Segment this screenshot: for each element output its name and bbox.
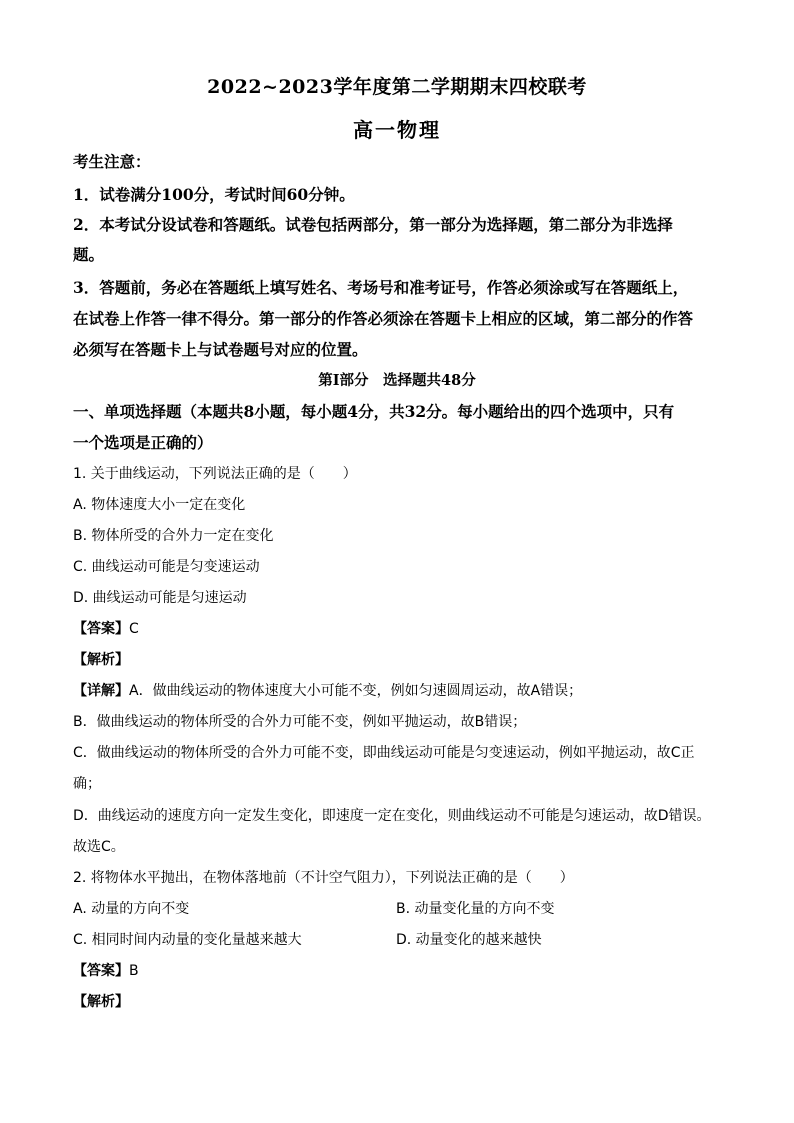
- q1-option-d: D. 曲线运动可能是匀速运动: [73, 590, 247, 606]
- notice-item-2-line2: 题。: [73, 245, 105, 264]
- part1-heading: 第I部分 选择题共48分: [318, 372, 476, 389]
- q1-detail-b: B．做曲线运动的物体所受的合外力可能不变，例如平抛运动，故B错误；: [73, 714, 527, 730]
- notice-item-3-line1: 3．答题前，务必在答题纸上填写姓名、考场号和准考证号，作答必须涂或写在答题纸上，: [73, 278, 689, 297]
- q2-answer-tag: 【答案】: [73, 963, 129, 979]
- exam-title: 2022~2023学年度第二学期期末四校联考: [207, 76, 587, 98]
- q1-conclusion: 故选C。: [73, 839, 125, 855]
- q1-option-a: A. 物体速度大小一定在变化: [73, 497, 246, 513]
- notice-item-3-line3: 必须写在答题卡上与试卷题号对应的位置。: [73, 340, 368, 359]
- section-heading-line1: 一、单项选择题（本题共8小题，每小题4分，共32分。每小题给出的四个选项中，只有: [73, 402, 675, 421]
- notice-heading: 考生注意：: [73, 152, 151, 171]
- q1-answer-tag: 【答案】: [73, 621, 129, 637]
- q2-analysis-tag: 【解析】: [73, 994, 129, 1010]
- notice-item-3-line2: 在试卷上作答一律不得分。第一部分的作答必须涂在答题卡上相应的区域，第二部分的作答: [73, 309, 694, 328]
- q1-stem: 1. 关于曲线运动，下列说法正确的是（ ）: [73, 466, 357, 482]
- q2-option-b: B. 动量变化量的方向不变: [396, 901, 555, 917]
- q2-answer-value: B: [129, 963, 139, 979]
- q2-option-d: D. 动量变化的越来越快: [396, 932, 542, 948]
- q1-detail-tag: 【详解】: [73, 683, 129, 699]
- section-heading-line2: 一个选项是正确的）: [73, 433, 213, 452]
- q2-option-a: A. 动量的方向不变: [73, 901, 190, 917]
- q2-answer: [73, 960, 733, 980]
- q1-answer-value: C: [129, 621, 139, 637]
- q1-option-b: B. 物体所受的合外力一定在变化: [73, 528, 274, 544]
- notice-item-1: 1．试卷满分100分，考试时间60分钟。: [73, 185, 355, 204]
- q1-detail-a: [73, 680, 733, 700]
- q1-detail-d: D．曲线运动的速度方向一定发生变化，即速度一定在变化，则曲线运动不可能是匀速运动，故D错误。: [73, 808, 711, 824]
- q1-detail-a-text: A．做曲线运动的物体速度大小可能不变，例如匀速圆周运动，故A错误；: [129, 683, 583, 699]
- q2-option-c: C. 相同时间内动量的变化量越来越大: [73, 932, 302, 948]
- q1-analysis-tag: 【解析】: [73, 652, 129, 668]
- q2-stem: 2. 将物体水平抛出，在物体落地前（不计空气阻力），下列说法正确的是（ ）: [73, 870, 574, 886]
- q1-detail-c-line1: C．做曲线运动的物体所受的合外力可能不变，即曲线运动可能是匀变速运动，例如平抛运动，故C正: [73, 745, 695, 761]
- q1-option-c: C. 曲线运动可能是匀变速运动: [73, 559, 260, 575]
- q1-detail-c-line2: 确；: [73, 776, 101, 792]
- q1-answer: [73, 618, 733, 638]
- notice-item-2-line1: 2．本考试分设试卷和答题纸。试卷包括两部分，第一部分为选择题，第二部分为非选择: [73, 215, 673, 234]
- exam-subject: 高一物理: [353, 118, 441, 142]
